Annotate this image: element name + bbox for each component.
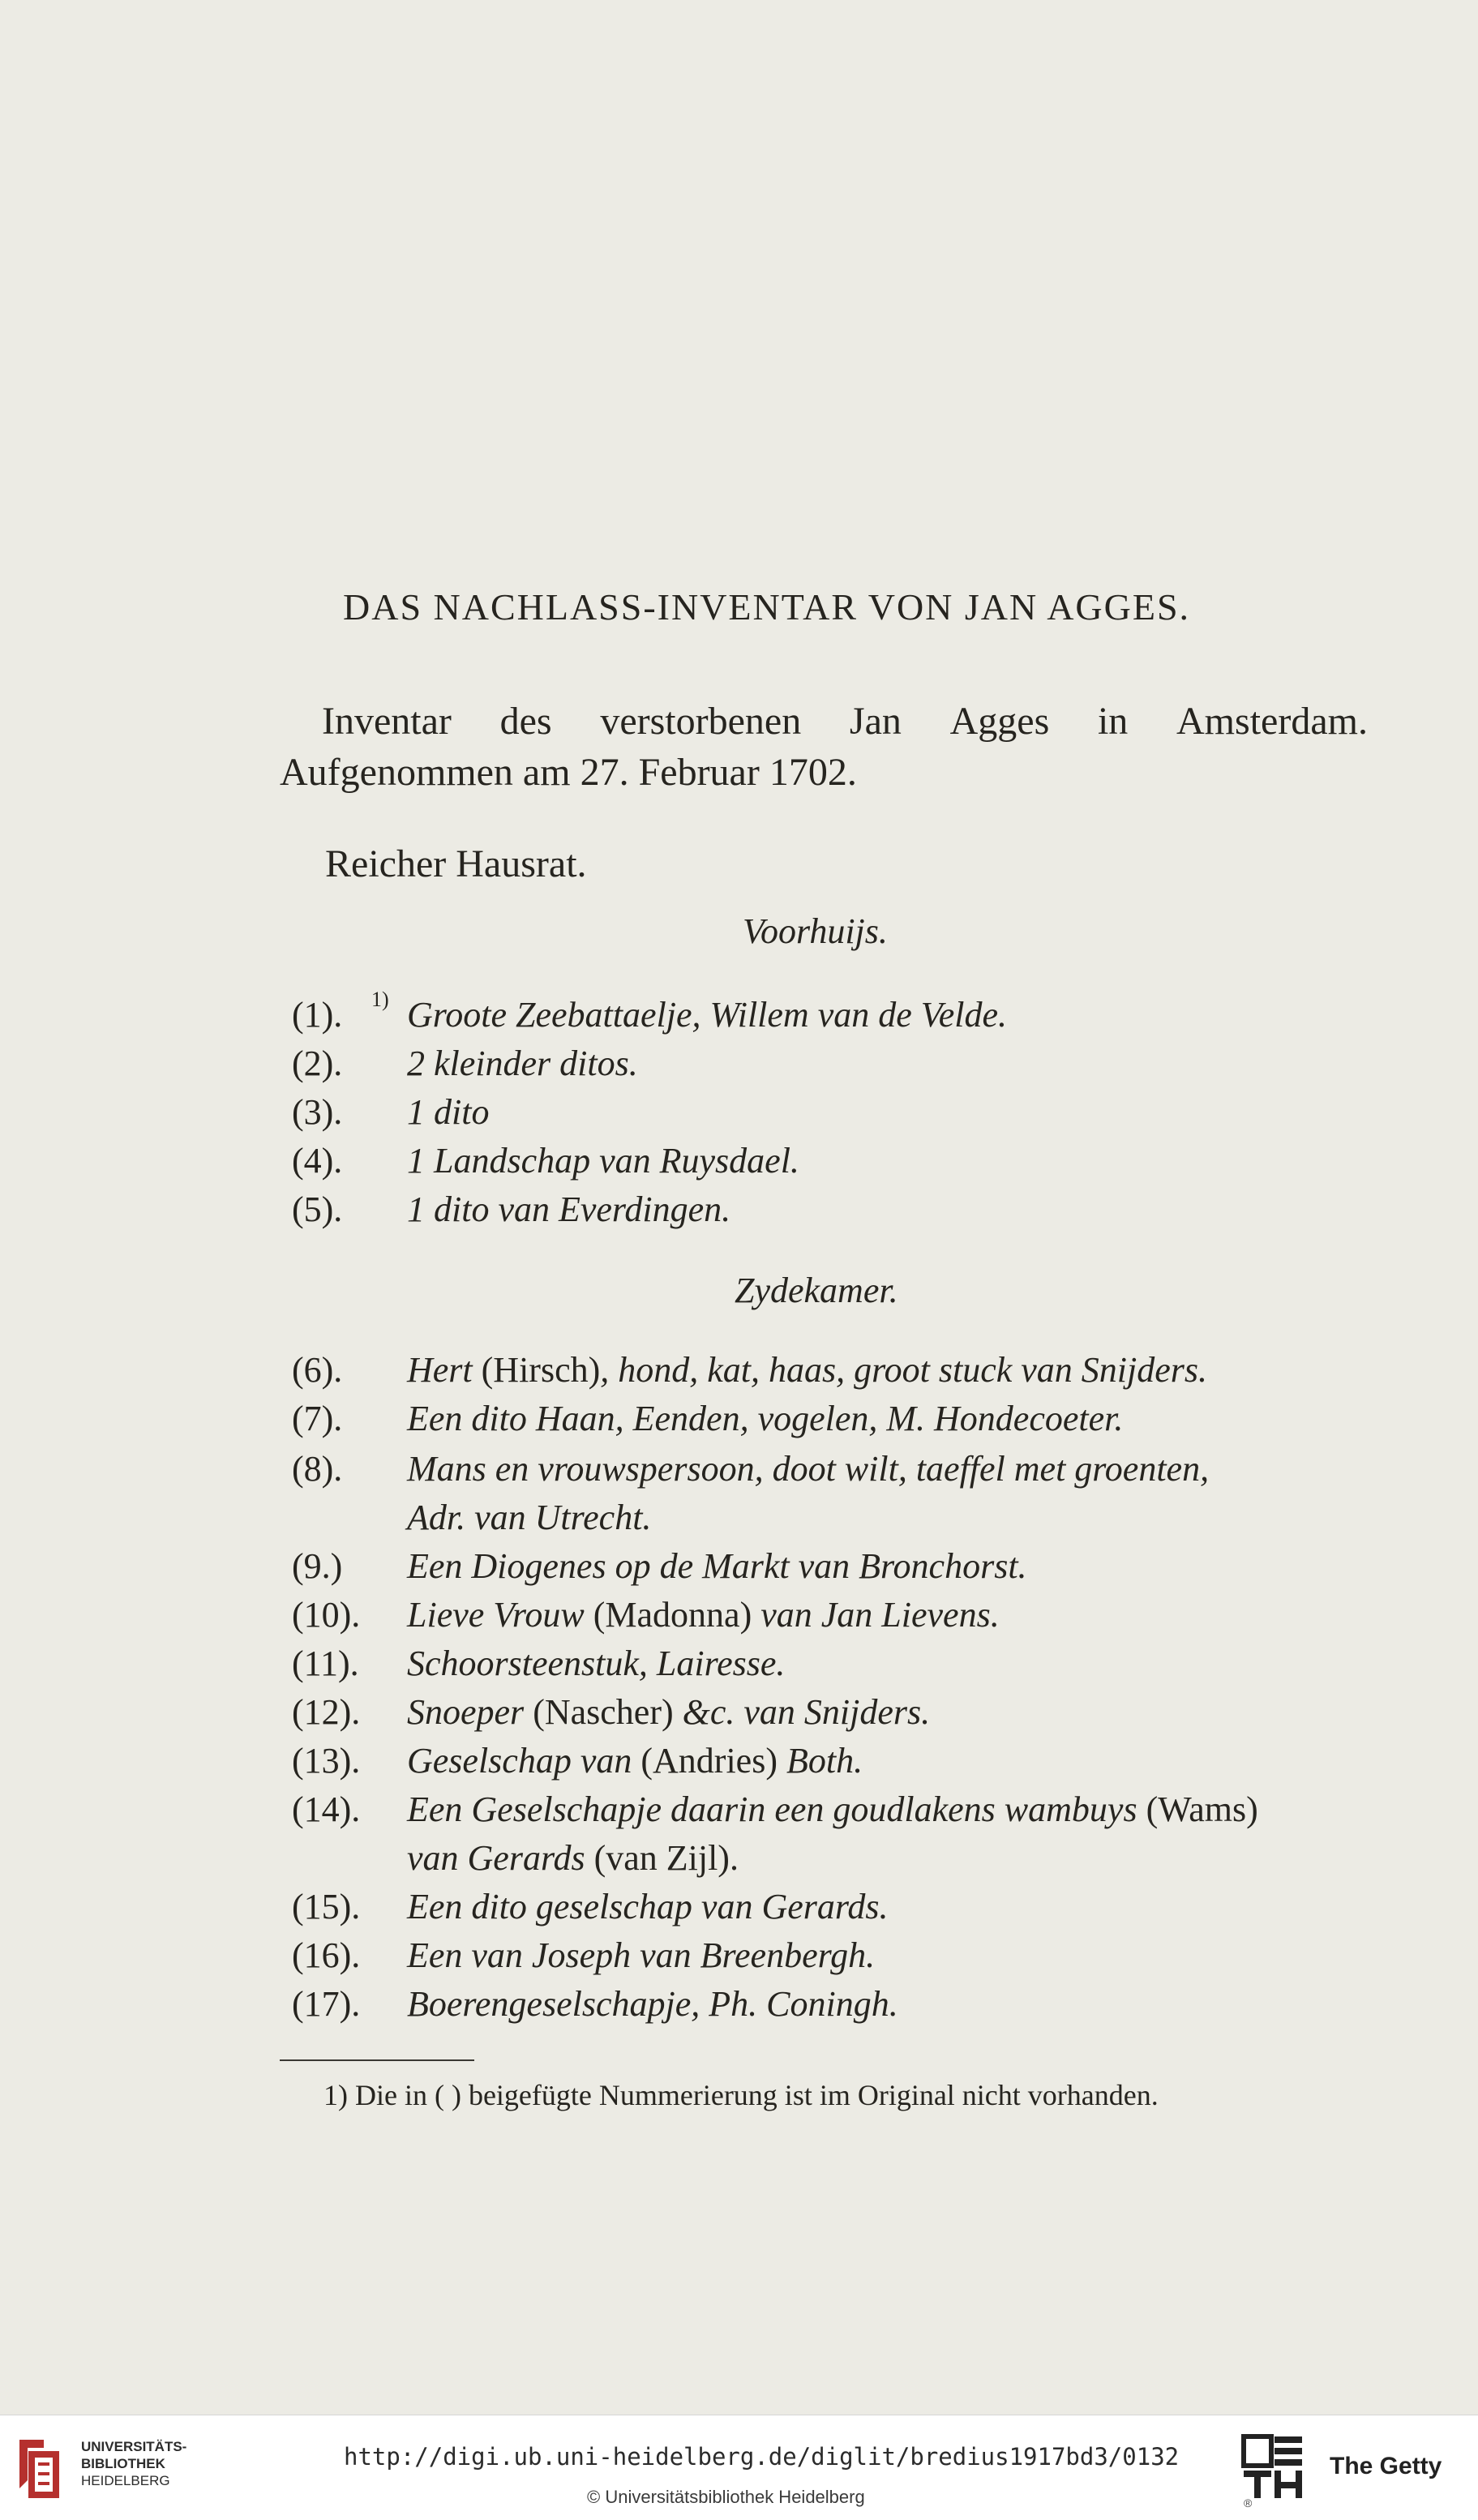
item-text-italic: Een Geselschapje daarin een goudlakens wambuys [407,1789,1137,1829]
getty-logo-icon [1240,2433,1305,2501]
item-text: Een dito Haan, Eenden, vogelen, M. Hondecoeter. [407,1399,1124,1438]
item-text: 1 dito [407,1092,490,1132]
item-number: (2). [292,1044,343,1083]
intro-word: Agges [949,700,1050,743]
item-text-italic: &c. van Snijders. [682,1692,931,1732]
getty-name: The Getty [1330,2453,1442,2479]
intro-word: Jan [849,700,902,743]
item-number: (8). [292,1449,343,1489]
item-text-italic: Geselschap van [407,1741,632,1781]
intro-line-1 [322,699,1368,744]
subheading: Reicher Hausrat. [325,842,587,885]
item-number: (3). [292,1092,343,1132]
item-text [407,1594,1000,1635]
item-text: Schoorsteenstuk, Lairesse. [407,1644,786,1683]
intro-word: Amsterdam. [1176,700,1368,743]
item-number: (16). [292,1935,361,1975]
viewer-footer [0,2415,1478,2520]
item-text: 2 kleinder ditos. [407,1044,638,1083]
uni-line: HEIDELBERG [81,2473,170,2488]
university-library-logo-icon [11,2432,68,2503]
intro-word: Inventar [322,700,452,743]
item-number: (15). [292,1887,361,1926]
item-text-italic: van Jan Lievens. [760,1595,1000,1635]
item-number: (7). [292,1399,343,1438]
item-text: Een dito geselschap van Gerards. [407,1887,889,1926]
registered-mark: ® [1244,2496,1253,2509]
copyright-notice: © Universitätsbibliothek Heidelberg [587,2487,865,2507]
item-text-italic: Snoeper [407,1692,525,1732]
item-text [407,1789,1258,1830]
section-heading-zydekamer: Zydekamer. [735,1271,898,1310]
item-text-italic: Hert [407,1350,473,1390]
item-number: (12). [292,1692,361,1732]
uni-line: BIBLIOTHEK [81,2456,165,2471]
item-number: (10). [292,1595,361,1635]
section-heading-voorhuijs: Voorhuijs. [743,911,888,951]
item-number: (9.) [292,1546,343,1586]
item-number: (1). [292,995,343,1035]
intro-word: verstorbenen [600,700,802,743]
footnote-divider [280,2059,474,2061]
item-continuation: Adr. van Utrecht. [407,1498,652,1537]
intro-word: in [1097,700,1129,743]
item-text: Groote Zeebattaelje, Willem van de Velde. [407,995,1008,1035]
item-text-roman: (van Zijl). [585,1838,739,1878]
item-number: (17). [292,1984,361,2024]
item-text: Mans en vrouwspersoon, doot wilt, taeffel met groenten, [407,1449,1210,1489]
item-number: (14). [292,1789,361,1829]
item-text: Een Diogenes op de Markt van Bronchorst. [407,1546,1027,1586]
university-library-name [81,2438,186,2489]
item-text-roman: (Andries) [632,1741,786,1781]
item-number: (6). [292,1350,343,1390]
item-number: (5). [292,1189,343,1229]
item-text: 1 Landschap van Ruysdael. [407,1141,799,1181]
item-text-italic: Lieve Vrouw [407,1595,585,1635]
item-text [407,1691,930,1733]
item-text-roman: (Madonna) [584,1595,761,1635]
item-text-roman: (Hirsch) [472,1350,601,1390]
item-text: Boerengeselschapje, Ph. Coningh. [407,1984,898,2024]
item-text-roman: (Wams) [1137,1789,1258,1829]
item-text: Een van Joseph van Breenbergh. [407,1935,876,1975]
item-text: 1 dito van Everdingen. [407,1189,731,1229]
item-number: (11). [292,1644,359,1683]
footnote-ref: 1) [371,988,389,1011]
item-number: (13). [292,1741,361,1781]
item-text-italic: van Gerards [407,1838,585,1878]
footnote: 1) Die in ( ) beigefügte Nummerierung ist im Original nicht vorhanden. [323,2079,1159,2111]
uni-line: UNIVERSITÄTS- [81,2439,187,2454]
page-title: DAS NACHLASS-INVENTAR VON JAN AGGES. [343,586,1191,628]
item-text-italic: Both. [786,1741,863,1781]
item-number: (4). [292,1141,343,1181]
intro-line-2: Aufgenommen am 27. Februar 1702. [280,751,857,794]
permalink-url[interactable]: http://digi.ub.uni-heidelberg.de/diglit/bredius1917bd3/0132 [344,2443,1180,2471]
intro-word: des [499,700,552,743]
item-text [407,1740,863,1781]
item-text-roman: (Nascher) [524,1692,683,1732]
item-text-italic: , hond, kat, haas, groot stuck van Snijders. [600,1350,1208,1390]
item-continuation [407,1837,739,1879]
item-text [407,1349,1207,1391]
